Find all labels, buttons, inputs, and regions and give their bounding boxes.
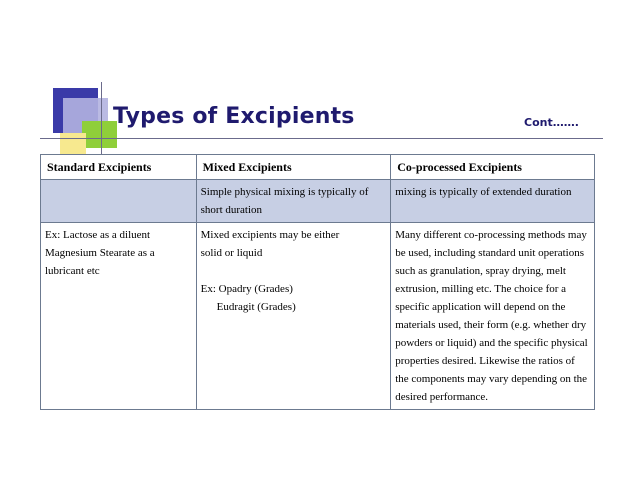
cell-standard-examples (41, 223, 197, 410)
spacer (201, 262, 387, 280)
standard-example-line: Ex: Lactose as a diluent (45, 229, 151, 241)
continuation-label: Cont……. (524, 116, 579, 129)
mixed-description-line: solid or liquid (200, 247, 263, 259)
excipients-table (40, 154, 595, 410)
mixed-example: Ex: Opadry (Grades) (200, 283, 293, 295)
cell-coprocessed-description: Many different co-processing methods may be used, including standard unit operations such as granulation, spray drying, melt extrusion, milling etc. The choice for a specific application will depend on the materials used, their form (e.g. whether dry powders or liquid) and the specific physical properties desired. Likewise the ratios of the components may vary depending on the desired performance. (391, 223, 595, 410)
header-mixed: Mixed Excipients (196, 155, 391, 180)
header-standard: Standard Excipients (41, 155, 197, 180)
cell-coprocessed-duration: mixing is typically of extended duration (391, 180, 595, 223)
header-coprocessed: Co-processed Excipients (391, 155, 595, 180)
decor-horizontal-line (40, 138, 603, 139)
slide-title: Types of Excipients (113, 104, 355, 129)
cell-mixed-description (196, 223, 391, 410)
table-row (41, 180, 595, 223)
cell-standard-duration (41, 180, 197, 223)
standard-example-line: lubricant etc (45, 265, 100, 277)
decor-vertical-line (101, 82, 102, 158)
decor-square-green (82, 121, 117, 148)
table-row (41, 223, 595, 410)
table-header-row (41, 155, 595, 180)
standard-example-line: Magnesium Stearate as a (45, 247, 155, 259)
cell-mixed-duration: Simple physical mixing is typically of short duration (196, 180, 391, 223)
mixed-example-2: Eudragit (Grades) (216, 301, 296, 313)
mixed-description-line: Mixed excipients may be either (200, 229, 340, 241)
